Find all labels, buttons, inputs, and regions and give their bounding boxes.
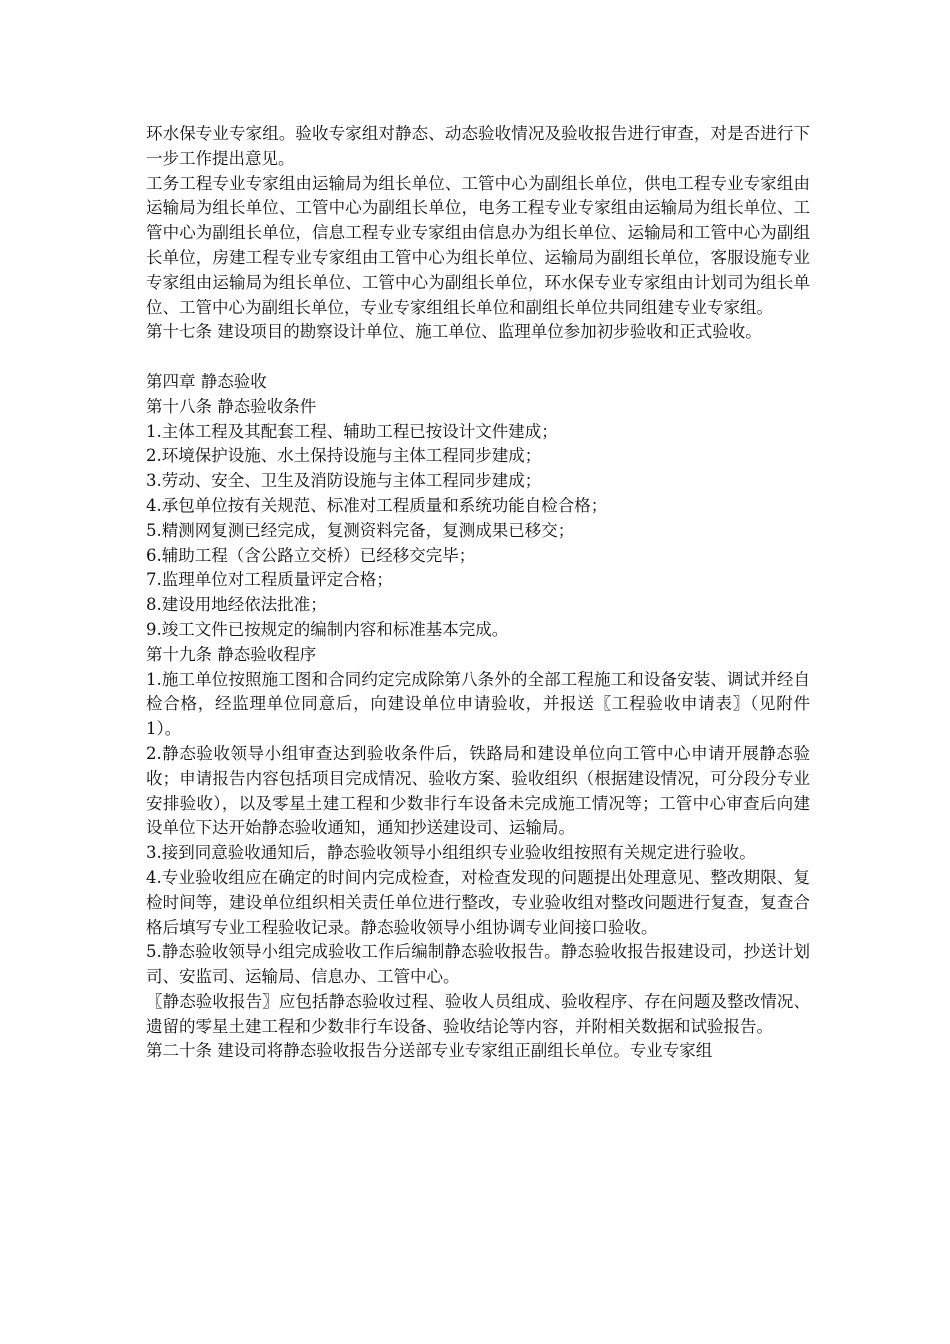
chapter-heading: 第四章 静态验收 [146,371,267,391]
report-content-paragraph: 〖静态验收报告〗应包括静态验收过程、验收人员组成、验收程序、存在问题及整改情况、遗留的零星土建工程和少数非行车设备、验收结论等内容，并附相关数据和试验报告。 [146,991,810,1036]
article-18-heading: 第十八条 静态验收条件 [146,396,317,416]
procedure-item-2: 2.静态验收领导小组审查达到验收条件后，铁路局和建设单位向工管中心申请开展静态验收；申请报告内容包括项目完成情况、验收方案、验收组织（根据建设情况，可分段分专业安排验收），以及零星土建工程和少数非行车设备未完成施工情况等；工管中心审查后向建设单位下达开始静态验收通知，通知抄送建设司、运输局。 [146,743,810,838]
condition-item-6: 6.辅助工程（含公路立交桥）已经移交完毕； [146,545,476,565]
condition-item-2: 2.环境保护设施、水土保持设施与主体工程同步建成； [146,446,542,466]
procedure-item-5: 5.静态验收领导小组完成验收工作后编制静态验收报告。静态验收报告报建设司，抄送计划司、安监司、运输局、信息办、工管中心。 [146,942,810,987]
condition-item-3: 3.劳动、安全、卫生及消防设施与主体工程同步建成； [146,471,542,491]
paragraph-0: 环水保专业专家组。验收专家组对静态、动态验收情况及验收报告进行审查，对是否进行下一步工作提出意见。 [146,124,810,168]
procedure-item-3: 3.接到同意验收通知后，静态验收领导小组组织专业验收组按照有关规定进行验收。 [146,843,756,863]
article-20-paragraph: 第二十条 建设司将静态验收报告分送部专业专家组正副组长单位。专业专家组 [146,1041,713,1061]
paragraph-2: 第十七条 建设项目的勘察设计单位、施工单位、监理单位参加初步验收和正式验收。 [146,322,762,342]
procedure-item-4: 4.专业验收组应在确定的时间内完成检查，对检查发现的问题提出处理意见、整改期限、复检时间等，建设单位组织相关责任单位进行整改，专业验收组对整改问题进行复查，复查合格后填写专业工程验收记录。静态验收领导小组协调专业间接口验收。 [146,867,810,937]
document-page [146,122,810,1064]
condition-item-7: 7.监理单位对工程质量评定合格； [146,570,393,590]
condition-item-4: 4.承包单位按有关规范、标准对工程质量和系统功能自检合格； [146,495,608,515]
condition-item-5: 5.精测网复测已经完成，复测资料完备，复测成果已移交； [146,520,575,540]
blank-line [146,345,810,370]
condition-item-8: 8.建设用地经依法批准； [146,595,327,615]
procedure-item-1: 1.施工单位按照施工图和合同约定完成除第八条外的全部工程施工和设备安装、调试并经自检合格，经监理单位同意后，向建设单位申请验收，并报送〖工程验收申请表〗（见附件 1）。 [146,669,810,739]
article-19-heading: 第十九条 静态验收程序 [146,644,317,664]
condition-item-1: 1.主体工程及其配套工程、辅助工程已按设计文件建成； [146,421,558,441]
paragraph-1: 工务工程专业专家组由运输局为组长单位、工管中心为副组长单位，供电工程专业专家组由运输局为组长单位、工管中心为副组长单位，电务工程专业专家组由运输局为组长单位、工管中心为副组长单位，信息工程专业专家组由信息办为组长单位、运输局和工管中心为副组长单位，房建工程专业专家组由工管中心为组长单位、运输局为副组长单位，客服设施专业专家组由运输局为组长单位、工管中心为副组长单位，环水保专业专家组由计划司为组长单位、工管中心为副组长单位，专业专家组组长单位和副组长单位共同组建专业专家组。 [146,173,810,317]
condition-item-9: 9.竣工文件已按规定的编制内容和标准基本完成。 [146,619,509,639]
